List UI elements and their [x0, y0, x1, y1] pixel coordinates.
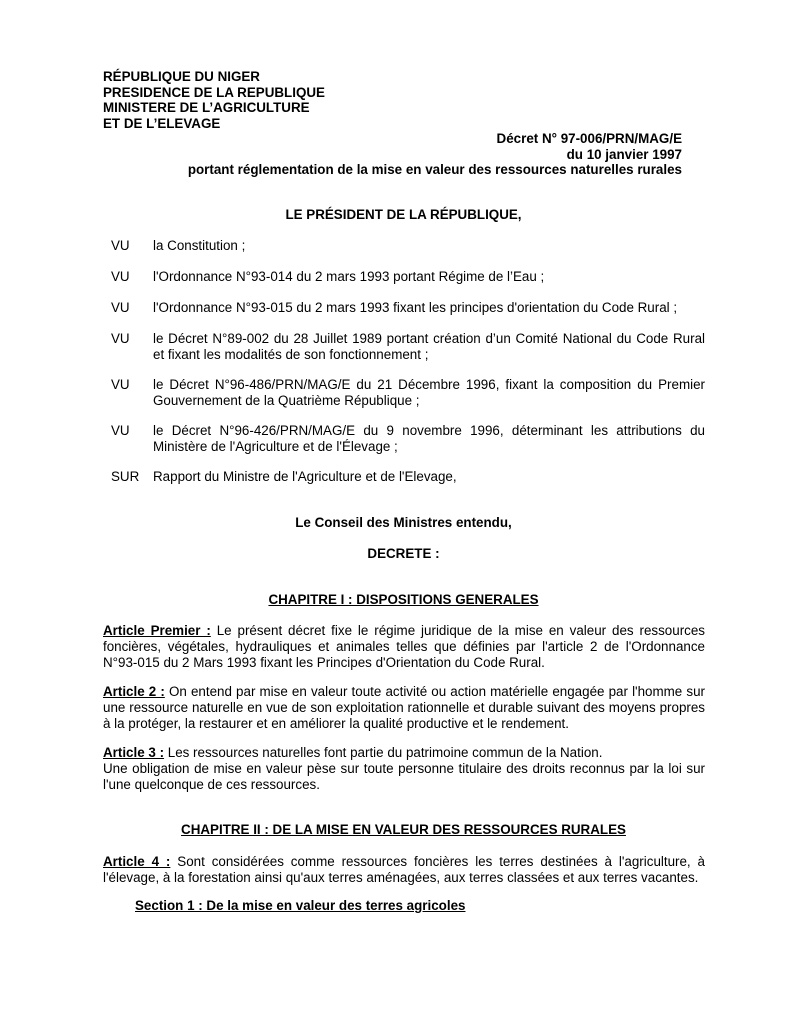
decree-number: Décret N° 97-006/PRN/MAG/E [496, 131, 682, 146]
consideration-item [111, 300, 705, 316]
article-paragraph [103, 684, 705, 732]
decree-date: du 10 janvier 1997 [566, 146, 682, 162]
header-line-presidency: PRESIDENCE DE LA REPUBLIQUE [103, 84, 325, 100]
consideration-text: le Décret N°89-002 du 28 Juillet 1989 portant création d’un Comité National du Code Rural et fixant les modalités de son fonctionnement ; [153, 331, 705, 362]
president-heading: LE PRÉSIDENT DE LA RÉPUBLIQUE, [285, 207, 522, 222]
chapter-title-text: CHAPITRE II : DE LA MISE EN VALEUR DES RESSOURCES RURALES [181, 822, 626, 837]
header-line-ministry: MINISTERE DE L’AGRICULTURE [103, 100, 310, 115]
consideration-text: la Constitution ; [153, 238, 246, 253]
chapter-title [103, 592, 704, 608]
consideration-item [111, 423, 705, 455]
consideration-key: VU [111, 423, 130, 438]
chapter-title [103, 822, 704, 838]
header-line-country: RÉPUBLIQUE DU NIGER [103, 69, 260, 84]
issuing-authority [103, 69, 325, 131]
article-label: Article 3 : [103, 745, 165, 760]
consideration-item [111, 269, 705, 285]
consideration-key: VU [111, 300, 130, 315]
article-paragraph [103, 854, 705, 886]
consideration-key: VU [111, 238, 130, 253]
consideration-text: Rapport du Ministre de l'Agriculture et de l'Elevage, [153, 469, 457, 484]
header-line-ministry-cont: ET DE L’ELEVAGE [103, 115, 221, 131]
consideration-item [111, 238, 705, 254]
consideration-item [111, 469, 705, 485]
article-text: Le présent décret fixe le régime juridique de la mise en valeur des ressources foncières, végétales, hydrauliques et animales telles que définies par l'article 2 de l'Ordonnance N°93-015 du 2 Mars 1993 fixant les Principes d'Orientation du Code Rural. [103, 623, 705, 670]
consideration-item [111, 377, 705, 409]
consideration-text: le Décret N°96-486/PRN/MAG/E du 21 Décembre 1996, fixant la composition du Premier Gouvernement de la Quatrième République ; [153, 377, 705, 408]
article-paragraph [103, 623, 705, 671]
article-text-continued: Une obligation de mise en valeur pèse sur toute personne titulaire des droits reconnus par la loi sur l'une quelconque de ces ressources. [103, 761, 705, 792]
consideration-key: VU [111, 269, 130, 284]
consideration-text: le Décret N°96-426/PRN/MAG/E du 9 novembre 1996, déterminant les attributions du Ministère de l'Agriculture et de l'Élevage ; [153, 423, 705, 454]
consideration-item [111, 331, 705, 363]
article-text: Les ressources naturelles font partie du patrimoine commun de la Nation. [164, 745, 603, 760]
consideration-key: SUR [111, 469, 140, 484]
section-title: Section 1 : De la mise en valeur des terres agricoles [135, 898, 466, 913]
article-text: On entend par mise en valeur toute activité ou action matérielle engagée par l'homme sur une ressource naturelle en vue de son exploitation rationnelle et durable suivant des moyens propres à la protéger, la restaurer et en améliorer la qualité productive et le rendement. [103, 684, 705, 731]
article-text: Sont considérées comme ressources foncières les terres destinées à l'agriculture, à l'élevage, à la forestation ainsi qu'aux terres aménagées, aux terres classées et aux terres vacantes. [103, 854, 705, 885]
chapter-title-text: CHAPITRE I : DISPOSITIONS GENERALES [268, 592, 539, 607]
decree-subject: portant réglementation de la mise en valeur des ressources naturelles rurales [187, 162, 682, 177]
article-paragraph [103, 745, 705, 793]
consideration-key: VU [111, 331, 130, 346]
consideration-text: l'Ordonnance N°93-014 du 2 mars 1993 portant Régime de l’Eau ; [153, 269, 545, 284]
consideration-key: VU [111, 377, 130, 392]
council-line: Le Conseil des Ministres entendu, [295, 515, 512, 530]
article-label: Article 2 : [103, 684, 165, 699]
article-label: Article 4 : [103, 854, 171, 869]
decree-heading [188, 131, 682, 178]
decrees-line: DECRETE : [367, 546, 440, 561]
article-label: Article Premier : [103, 623, 211, 638]
consideration-text: l'Ordonnance N°93-015 du 2 mars 1993 fixant les principes d'orientation du Code Rural ; [153, 300, 678, 315]
